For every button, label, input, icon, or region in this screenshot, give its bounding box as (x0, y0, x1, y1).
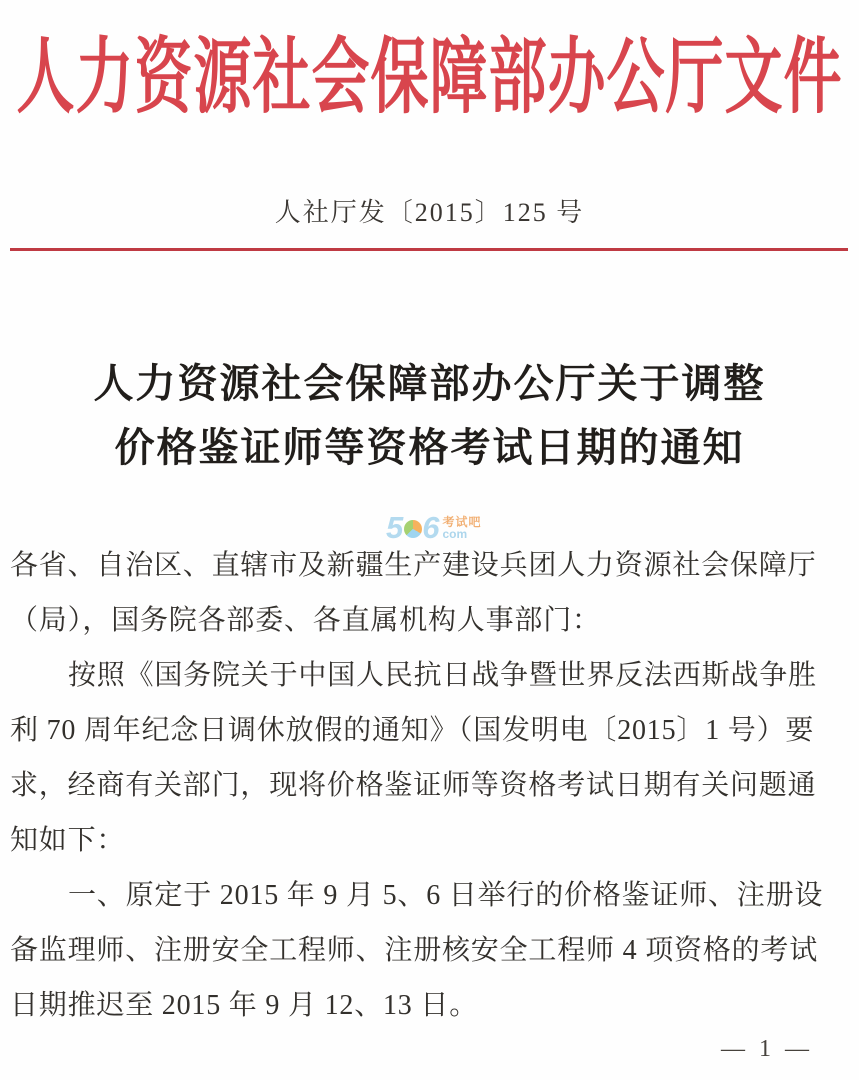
body-line: 各省、自治区、直辖市及新疆生产建设兵团人力资源社会保障厅 (10, 550, 817, 581)
body-line: 一、原定于 2015 年 9 月 5、6 日举行的价格鉴证师、注册设 (68, 880, 824, 911)
watermark-site-domain: com (442, 527, 468, 541)
body-line: 日期推迟至 2015 年 9 月 12、13 日。 (10, 990, 479, 1021)
document-number: 人社厅发〔2015〕125 号 (274, 198, 585, 227)
watermark-ball-icon (404, 520, 422, 538)
notice-title (0, 352, 859, 480)
watermark-digit-5: 5 (386, 510, 404, 545)
letterhead-title: 人力资源社会保障部办公厅文件 (16, 31, 843, 124)
watermark-digit-6: 6 (422, 510, 440, 545)
page-number: — 1 — (721, 1036, 813, 1062)
body-line: 利 70 周年纪念日调休放假的通知》（国发明电〔2015〕1 号）要 (10, 715, 815, 746)
watermark-site-name: 考试吧 (442, 515, 482, 529)
notice-title-line1: 人力资源社会保障部办公厅关于调整 (93, 361, 766, 406)
body-line: （局），国务院各部委、各直属机构人事部门： (10, 605, 601, 636)
body-line: 知如下： (10, 825, 126, 856)
notice-title-line2: 价格鉴证师等资格考试日期的通知 (114, 425, 745, 470)
watermark-site-text (443, 516, 482, 540)
red-divider-rule (10, 248, 848, 251)
body-line: 备监理师、注册安全工程师、注册核安全工程师 4 项资格的考试 (10, 935, 819, 966)
body-line: 求，经商有关部门，现将价格鉴证师等资格考试日期有关问题通 (10, 770, 817, 801)
notice-body (10, 538, 850, 1033)
body-line: 按照《国务院关于中国人民抗日战争暨世界反法西斯战争胜 (68, 660, 817, 691)
